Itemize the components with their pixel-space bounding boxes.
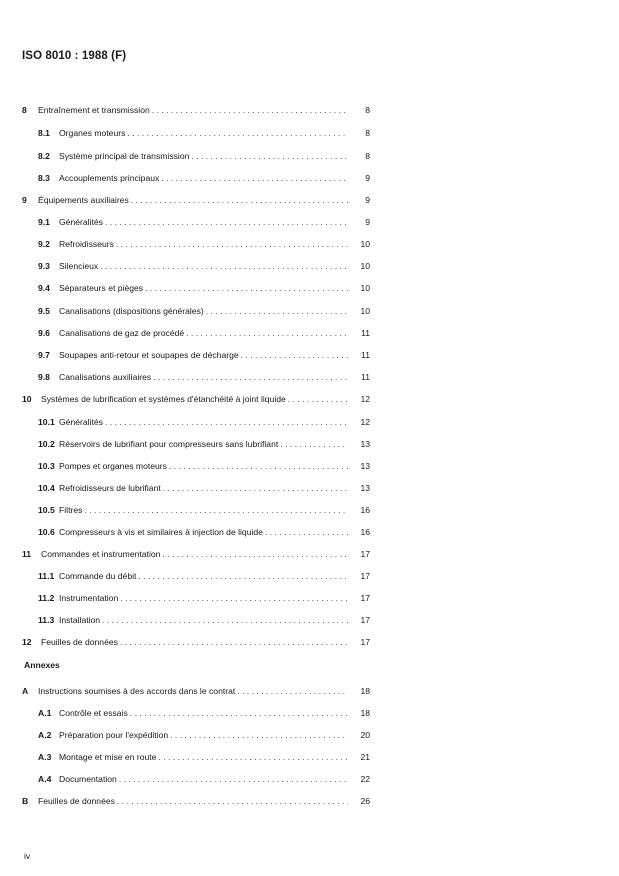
dot-leader (280, 437, 348, 451)
toc-entry (0, 281, 619, 295)
toc-title: Filtres (59, 505, 83, 515)
toc-leader (59, 481, 348, 495)
toc-page-number: 9 (365, 217, 370, 227)
toc-page-number: 22 (360, 774, 370, 784)
toc-leader (59, 772, 348, 786)
dot-leader (237, 684, 348, 698)
toc-page-number: 17 (360, 593, 370, 603)
toc-page-number: 13 (360, 483, 370, 493)
toc-title: Équipements auxiliaires (38, 195, 129, 205)
toc-number: A.2 (38, 730, 52, 740)
toc-leader (59, 415, 348, 429)
toc-leader (38, 684, 348, 698)
toc-page-number: 11 (361, 328, 370, 338)
toc-entry (0, 481, 619, 495)
dot-leader (241, 348, 348, 362)
dot-leader (127, 126, 348, 140)
toc-leader (59, 503, 348, 517)
toc-entry (0, 171, 619, 185)
toc-entry (0, 772, 619, 786)
toc-number: 8 (22, 105, 27, 115)
toc-entry (0, 728, 619, 742)
toc-page-number: 12 (360, 417, 370, 427)
toc-entry (0, 415, 619, 429)
toc-page-number: 10 (360, 239, 370, 249)
toc-title: Canalisations de gaz de procédé (59, 328, 185, 338)
toc-number: B (22, 796, 29, 806)
toc-number: 11.2 (38, 593, 55, 603)
dot-leader (170, 728, 348, 742)
toc-page-number: 10 (360, 283, 370, 293)
toc-number: 10.2 (38, 439, 55, 449)
toc-leader (38, 193, 348, 207)
toc-page-number: 17 (360, 637, 370, 647)
page-folio: iv (24, 851, 31, 861)
toc-number: A.3 (38, 752, 52, 762)
toc-page-number: 26 (360, 796, 370, 806)
toc-page-number: 18 (360, 708, 370, 718)
dot-leader (162, 547, 348, 561)
toc-entry (0, 569, 619, 583)
toc-leader (41, 635, 348, 649)
dot-leader (100, 259, 348, 273)
toc-entry (0, 684, 619, 698)
toc-title: Compresseurs à vis et similaires à injection de liquide (59, 527, 263, 537)
toc-entry (0, 304, 619, 318)
toc-title: Refroidisseurs (59, 239, 114, 249)
toc-entry (0, 591, 619, 605)
toc-title: Feuilles de données (38, 796, 115, 806)
toc-title: Instructions soumises à des accords dans le contrat (38, 686, 236, 696)
toc-number: 10.3 (38, 461, 55, 471)
toc-leader (59, 326, 348, 340)
toc-leader (41, 547, 348, 561)
toc-page-number: 8 (365, 105, 370, 115)
toc-page-number: 9 (365, 195, 370, 205)
dot-leader (102, 613, 348, 627)
toc-page-number: 12 (360, 394, 370, 404)
dot-leader (138, 569, 348, 583)
dot-leader (130, 706, 348, 720)
toc-entry (0, 392, 619, 406)
dot-leader (120, 635, 348, 649)
dot-leader (288, 392, 348, 406)
toc-title: Documentation (59, 774, 117, 784)
toc-number: A (22, 686, 29, 696)
toc-number: A.1 (38, 708, 52, 718)
toc-title: Entraînement et transmission (38, 105, 150, 115)
dot-leader (105, 215, 348, 229)
toc-title: Systèmes de lubrification et systèmes d'étanchéité à joint liquide (41, 394, 286, 404)
dot-leader (116, 237, 348, 251)
annexes-heading: Annexes (24, 660, 60, 670)
toc-title: Refroidisseurs de lubrifiant (59, 483, 161, 493)
toc-title: Pompes et organes moteurs (59, 461, 167, 471)
toc-title: Préparation pour l'expédition (59, 730, 169, 740)
toc-leader (59, 304, 348, 318)
toc-leader (59, 750, 348, 764)
dot-leader (191, 149, 348, 163)
toc-page-number: 8 (365, 151, 370, 161)
toc-entry (0, 149, 619, 163)
toc-number: 11.3 (38, 615, 55, 625)
toc-page-number: 11 (361, 350, 370, 360)
dot-leader (105, 415, 348, 429)
toc-number: 8.2 (38, 151, 50, 161)
toc-entry (0, 103, 619, 117)
toc-page-number: 21 (360, 752, 370, 762)
dot-leader (131, 193, 348, 207)
toc-entry (0, 635, 619, 649)
toc-title: Montage et mise en route (59, 752, 157, 762)
dot-leader (161, 171, 348, 185)
toc-entry (0, 706, 619, 720)
toc-number: 8.1 (38, 128, 50, 138)
toc-page-number: 16 (360, 527, 370, 537)
toc-title: Réservoirs de lubrifiant pour compresseurs sans lubrifiant (59, 439, 279, 449)
toc-page-number: 9 (365, 173, 370, 183)
toc-title: Système principal de transmission (59, 151, 190, 161)
toc-number: 11 (22, 549, 32, 559)
toc-title: Généralités (59, 217, 103, 227)
dot-leader (145, 281, 348, 295)
toc-page-number: 17 (360, 549, 370, 559)
toc-number: 12 (22, 637, 32, 647)
toc-entry (0, 613, 619, 627)
toc-entry (0, 237, 619, 251)
toc-leader (59, 459, 348, 473)
toc-number: 9.4 (38, 283, 50, 293)
toc-page-number: 20 (360, 730, 370, 740)
toc-number: 9.7 (38, 350, 50, 360)
toc-leader (59, 569, 348, 583)
dot-leader (169, 459, 348, 473)
toc-page-number: 10 (360, 306, 370, 316)
toc-leader (59, 171, 348, 185)
toc-title: Instrumentation (59, 593, 119, 603)
toc-leader (59, 525, 348, 539)
toc-title: Commande du débit (59, 571, 137, 581)
toc-entry (0, 348, 619, 362)
toc-page-number: 18 (360, 686, 370, 696)
toc-number: 10.1 (38, 417, 55, 427)
dot-leader (120, 591, 348, 605)
toc-number: 10 (22, 394, 32, 404)
toc-title: Commandes et instrumentation (41, 549, 161, 559)
toc-number: 9 (22, 195, 27, 205)
toc-leader (59, 215, 348, 229)
toc-title: Installation (59, 615, 101, 625)
toc-page-number: 13 (360, 461, 370, 471)
toc-title: Soupapes anti-retour et soupapes de décharge (59, 350, 239, 360)
dot-leader (163, 481, 348, 495)
toc-entry (0, 503, 619, 517)
toc-number: 10.5 (38, 505, 55, 515)
toc-entry (0, 547, 619, 561)
toc-title: Contrôle et essais (59, 708, 128, 718)
toc-number: 9.5 (38, 306, 50, 316)
toc-page-number: 17 (360, 571, 370, 581)
toc-number: 9.2 (38, 239, 50, 249)
dot-leader (186, 326, 348, 340)
toc-entry (0, 437, 619, 451)
toc-leader (59, 591, 348, 605)
toc-number: 9.1 (38, 217, 50, 227)
toc-entry (0, 193, 619, 207)
toc-title: Accouplements principaux (59, 173, 160, 183)
toc-title: Silencieux (59, 261, 99, 271)
toc-page-number: 16 (360, 505, 370, 515)
dot-leader (119, 772, 348, 786)
toc-leader (59, 706, 348, 720)
toc-leader (38, 103, 348, 117)
dot-leader (84, 503, 348, 517)
toc-leader (59, 348, 348, 362)
toc-entry (0, 126, 619, 140)
toc-title: Canalisations auxiliaires (59, 372, 152, 382)
toc-leader (59, 259, 348, 273)
toc-number: 10.6 (38, 527, 55, 537)
toc-title: Organes moteurs (59, 128, 126, 138)
toc-title: Feuilles de données (41, 637, 118, 647)
toc-entry (0, 370, 619, 384)
toc-leader (38, 794, 348, 808)
toc-page-number: 17 (360, 615, 370, 625)
toc-number: 9.8 (38, 372, 50, 382)
toc-entry (0, 750, 619, 764)
document-header: ISO 8010 : 1988 (F) (22, 50, 127, 62)
dot-leader (153, 370, 348, 384)
toc-entry (0, 215, 619, 229)
dot-leader (158, 750, 348, 764)
toc-leader (59, 281, 348, 295)
toc-entry (0, 326, 619, 340)
toc-number: A.4 (38, 774, 52, 784)
toc-title: Canalisations (dispositions générales) (59, 306, 204, 316)
toc-leader (59, 613, 348, 627)
toc-title: Généralités (59, 417, 103, 427)
toc-number: 9.6 (38, 328, 50, 338)
toc-leader (59, 126, 348, 140)
toc-leader (59, 437, 348, 451)
dot-leader (152, 103, 348, 117)
toc-entry (0, 259, 619, 273)
toc-entry (0, 525, 619, 539)
toc-page-number: 10 (360, 261, 370, 271)
toc-title: Séparateurs et pièges (59, 283, 144, 293)
toc-number: 9.3 (38, 261, 50, 271)
toc-page-number: 8 (365, 128, 370, 138)
toc-number: 10.4 (38, 483, 55, 493)
toc-entry (0, 459, 619, 473)
toc-leader (59, 728, 348, 742)
toc-leader (59, 237, 348, 251)
toc-number: 11.1 (38, 571, 55, 581)
dot-leader (206, 304, 348, 318)
toc-leader (59, 149, 348, 163)
toc-page-number: 13 (360, 439, 370, 449)
toc-number: 8.3 (38, 173, 50, 183)
dot-leader (265, 525, 348, 539)
toc-leader (41, 392, 348, 406)
toc-leader (59, 370, 348, 384)
toc-page-number: 11 (361, 372, 370, 382)
toc-entry (0, 794, 619, 808)
dot-leader (117, 794, 348, 808)
